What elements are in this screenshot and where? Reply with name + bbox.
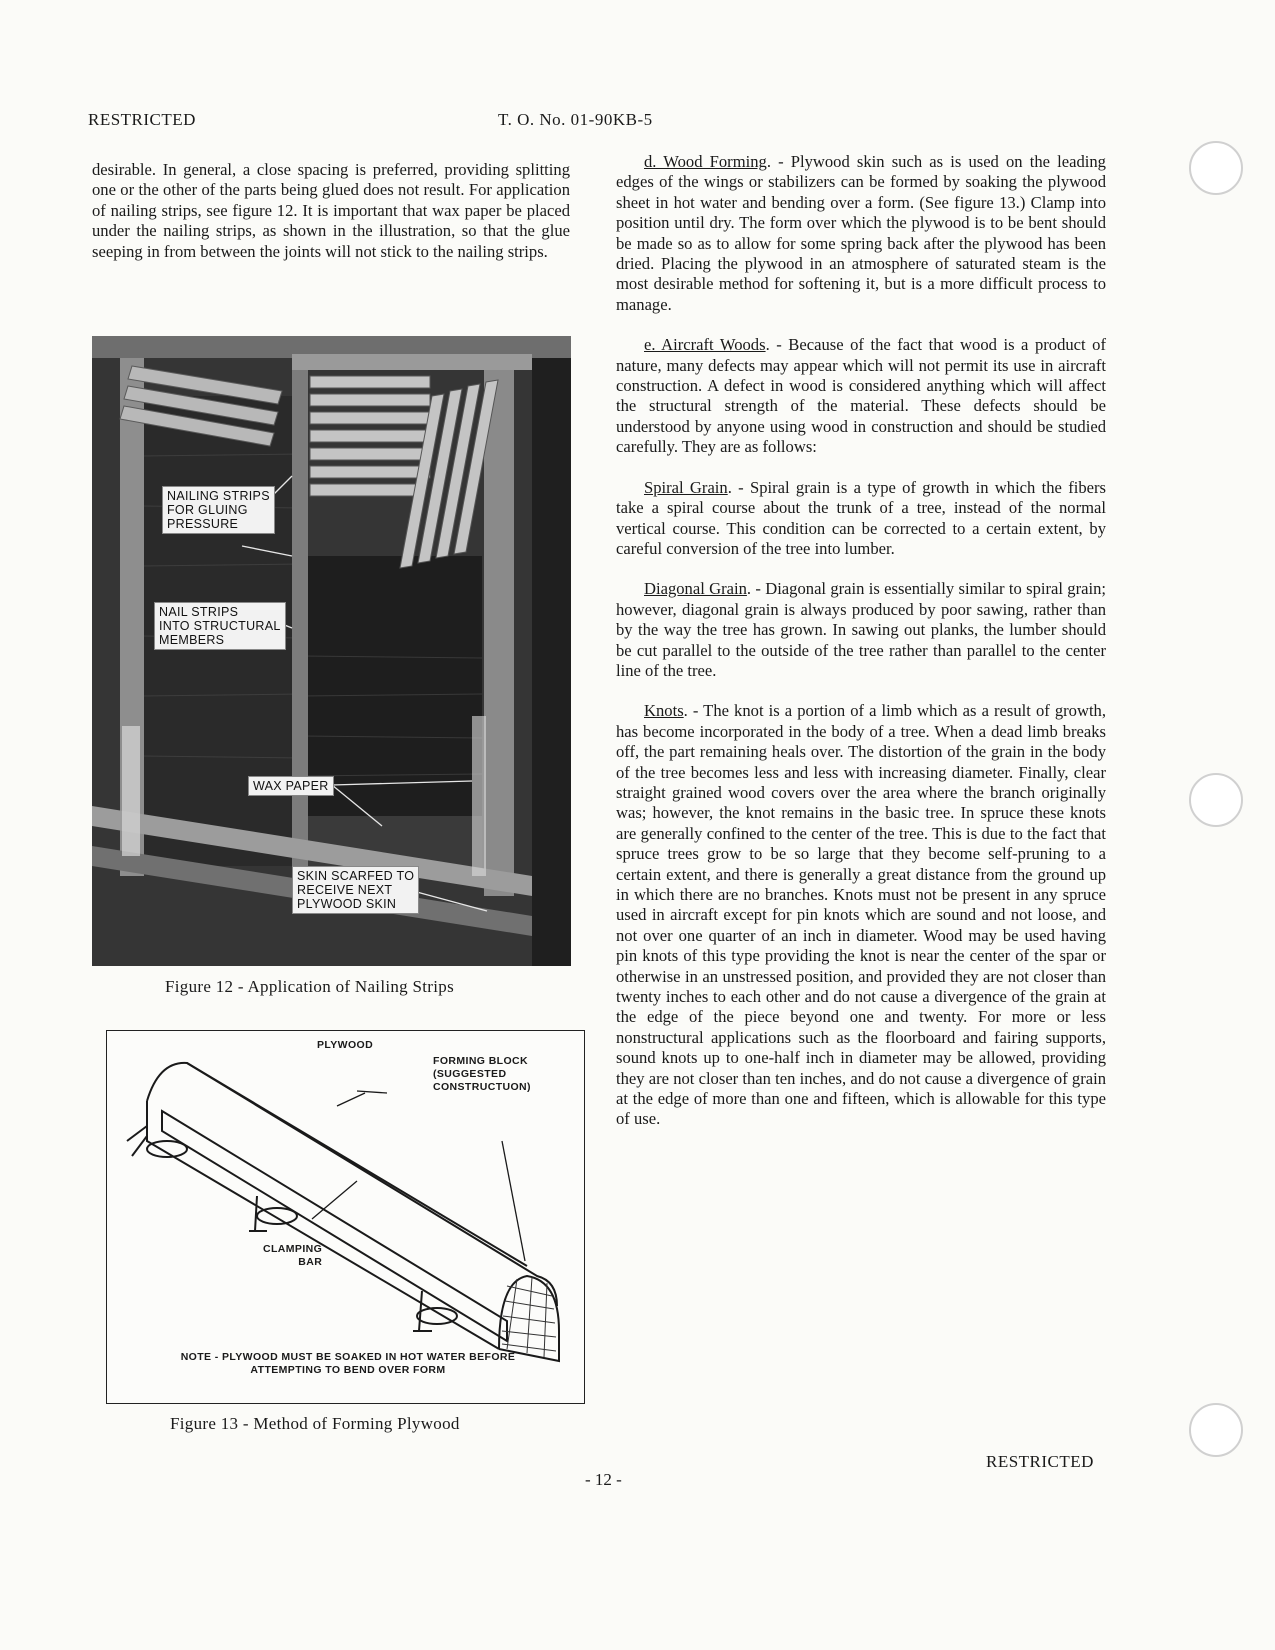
body-wood-forming: . - Plywood skin such as is used on the leading edges of the wings or stabilizers can be formed by soaking the plywood sheet in hot water and bending over a form. (See figure 13.) Clamp into position until dry. The form over which the plywood is to be bent should be made so as to allow for some spring back after the plywood has been dried. Placing the plywood in an atmosphere of saturated steam is the most desirable method for softening it, but is a more difficult process to manage. [616, 152, 1106, 314]
header-doc-number: T. O. No. 01-90KB-5 [498, 110, 653, 129]
label-forming-block: FORMING BLOCK (SUGGESTED CONSTRUCTUON) [433, 1055, 531, 1093]
label-nail-strips: NAIL STRIPS INTO STRUCTURAL MEMBERS [154, 602, 286, 650]
label-nailing-strips: NAILING STRIPS FOR GLUING PRESSURE [162, 486, 275, 534]
continued-paragraph: desirable. In general, a close spacing is preferred, providing splitting one or the other of the parts being glued does not result. For application of nailing strips, see figure 12. It is important that wax paper be placed under the nailing strips, as shown in the illustration, so that the glue seeping in from between the joints will not stick to the nailing strips. [92, 160, 570, 261]
figure-12-caption: Figure 12 - Application of Nailing Strips [165, 977, 454, 996]
label-plywood: PLYWOOD [317, 1039, 374, 1051]
left-column [92, 160, 570, 262]
body-spiral-grain: . - Spiral grain is a type of growth in which the fibers take a spiral course about the trunk of a tree, instead of the normal vertical course. This condition can be corrected to a certain extent, by careful conversion of the tree into lumber. [616, 477, 1106, 558]
label-skin-scarfed: SKIN SCARFED TO RECEIVE NEXT PLYWOOD SKIN [292, 866, 419, 914]
heading-spiral-grain: Spiral Grain [644, 477, 728, 497]
body-knots: . - The knot is a portion of a limb which as a result of growth, has become incorporated in the body of a tree. When a dead limb breaks off, the part remaining heals over. The distortion of the grain in the body of the tree becomes less and less with increasing diameter. Finally, clear straight grained wood covers over the area where the branch originally was; however, the knot remains in the basic tree. In spruce these knots are generally confined to the center of the tree. This is due to the fact that spruce trees grow to be so large that they become self-pruning to a certain extent, and there is generally a great distance from the ground up in which there are no branches. Knots must not be present in any spruce used in aircraft except for pin knots which are sound and not loose, and not over one quarter of an inch in diameter. Wood may be used having pin knots of this type providing the knot is near the center of the spar or otherwise in an unstressed position, and provided they are not closer than twenty inches to each other and do not cause a divergence of the grain at the edge of the piece beyond one and twenty. For more or less nonstructural applications such as the floorboard and fairing supports, sound knots up to one-half inch in diameter may be allowed, providing they are not closer than ten inches, and do not cause a divergence of grain at the edge of more than one and fifteen, which is allowable for this type of use. [616, 701, 1106, 1129]
figure-13-drawing [106, 1030, 585, 1404]
label-clamping-bar: CLAMPING BAR [263, 1243, 323, 1268]
section-wood-forming [616, 152, 1106, 315]
section-aircraft-woods [616, 335, 1106, 457]
figure-12-photo [92, 336, 571, 966]
punch-hole-top [1186, 138, 1246, 198]
body-diagonal-grain: . - Diagonal grain is essentially similar to spiral grain; however, diagonal grain is always produced by poor sawing, rather than by the way the tree has grown. In sawing out planks, the lumber should be cut parallel to the outside of the tree rather than parallel to the center line of the tree. [616, 579, 1106, 680]
section-knots [616, 701, 1106, 1130]
heading-wood-forming: d. Wood Forming [644, 152, 767, 171]
footer-restricted: RESTRICTED [986, 1452, 1094, 1471]
heading-diagonal-grain: Diagonal Grain [644, 579, 747, 599]
page-number: - 12 - [585, 1470, 622, 1489]
body-aircraft-woods: . - Because of the fact that wood is a product of nature, many defects may appear which will not permit its use in aircraft construction. A defect in wood is considered anything which will affect the structural strength of the material. These defects should be understood by anyone using wood in construction and should be studied carefully. They are as follows: [616, 335, 1106, 457]
header-restricted: RESTRICTED [88, 110, 196, 129]
punch-hole-bottom [1186, 1400, 1246, 1460]
heading-knots: Knots [644, 701, 684, 721]
section-diagonal-grain [616, 579, 1106, 681]
figure-13-note: NOTE - PLYWOOD MUST BE SOAKED IN HOT WATER BEFORE ATTEMPTING TO BEND OVER FORM [180, 1351, 516, 1376]
section-spiral-grain [616, 478, 1106, 560]
punch-hole-middle [1186, 770, 1246, 830]
heading-aircraft-woods: e. Aircraft Woods [644, 335, 766, 355]
figure-13-caption: Figure 13 - Method of Forming Plywood [170, 1414, 460, 1433]
right-column [616, 152, 1106, 1150]
label-wax-paper: WAX PAPER [248, 776, 334, 796]
